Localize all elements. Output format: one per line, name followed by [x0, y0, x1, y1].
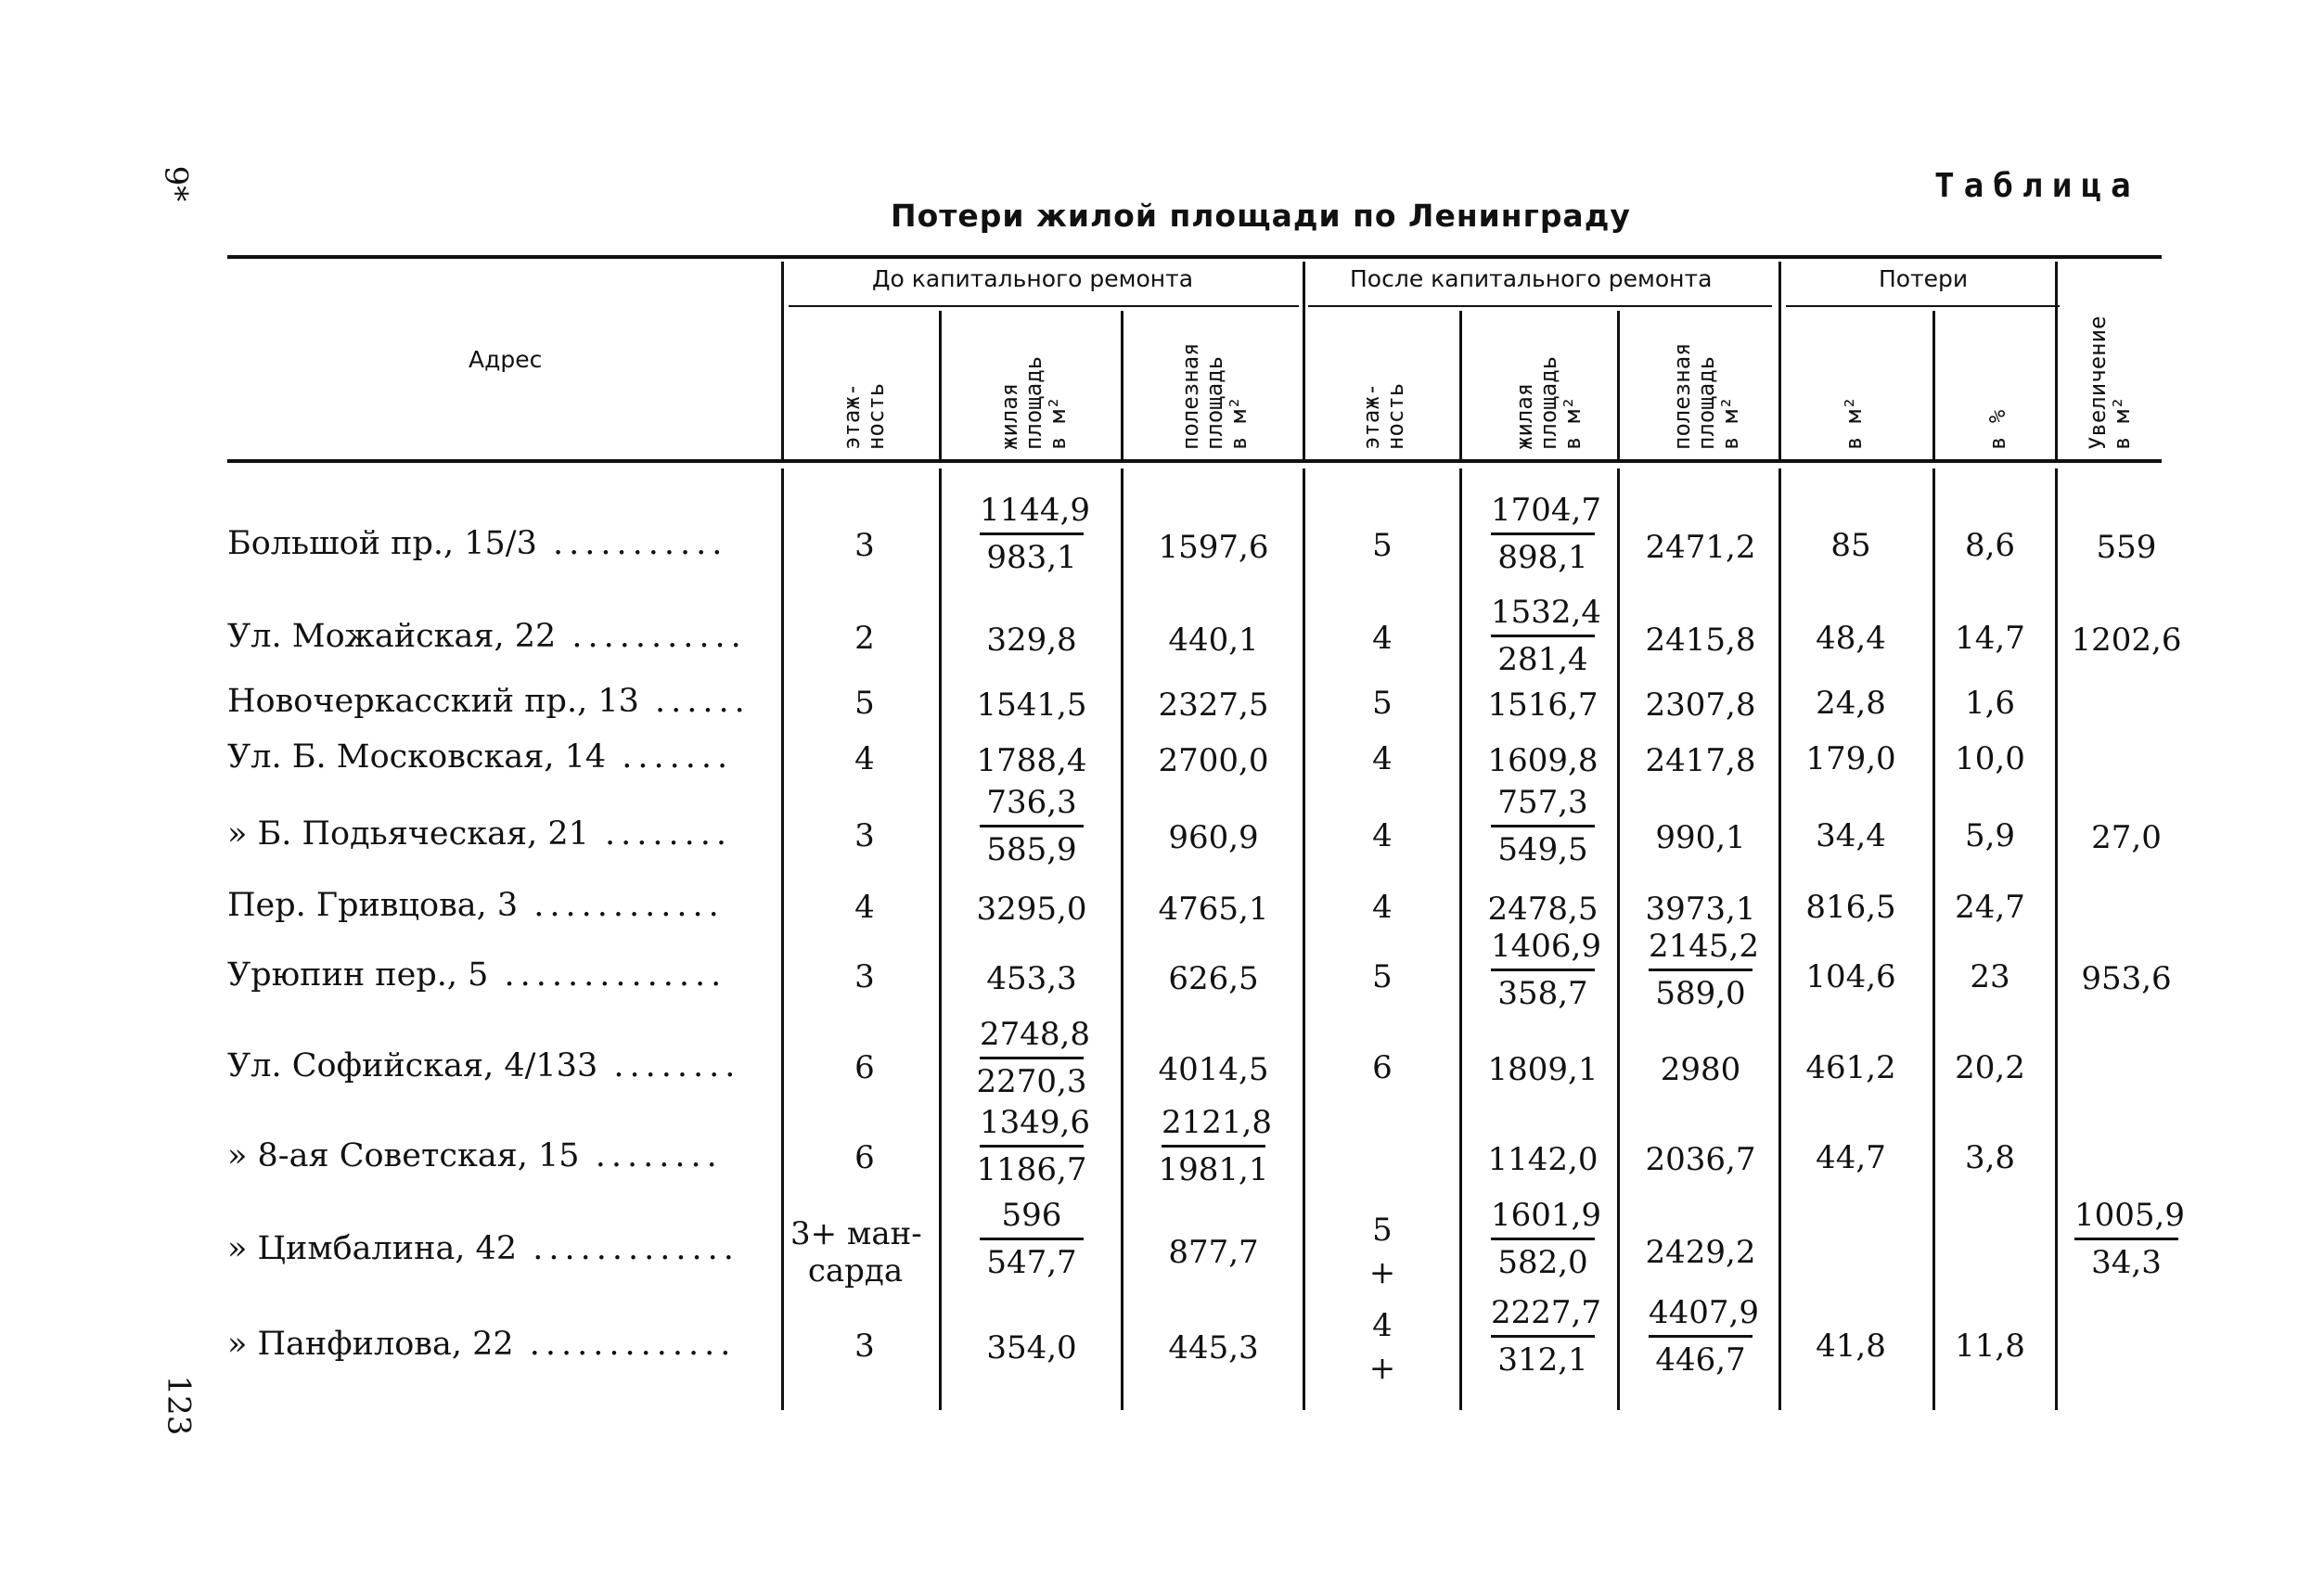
cell-living-after-numerator: 1601,9	[1491, 1197, 1595, 1240]
cell-loss-m2: 34,4	[1816, 816, 1886, 854]
leader-dots: ...........	[556, 618, 747, 655]
leader-dots: ........	[579, 1137, 723, 1174]
cell-living-before-denominator: 2270,3	[976, 1063, 1087, 1100]
cell-useful-after: 2980	[1660, 1050, 1741, 1088]
cell-useful-after: 2417,8	[1645, 742, 1756, 779]
leader-dots: ........	[588, 815, 732, 853]
cell-floors-after: 5	[1372, 1212, 1393, 1249]
cell-living-after: 1609,8	[1487, 742, 1599, 779]
cell-floors-after: 4	[1372, 889, 1393, 926]
hdr-vline	[939, 311, 942, 459]
cell-living-after-denominator: 312,1	[1497, 1341, 1588, 1379]
cell-living-after-numerator: 1406,9	[1491, 928, 1595, 971]
cell-loss-pct: 1,6	[1964, 685, 2016, 722]
body-vline	[939, 468, 942, 1410]
cell-floors-before: 3	[854, 527, 875, 564]
cell-loss-m2: 44,7	[1816, 1139, 1886, 1176]
cell-loss-m2: 461,2	[1805, 1048, 1896, 1086]
col-header-living-before: жилая площадь в м²	[996, 355, 1071, 450]
hdr-vline	[1303, 262, 1305, 459]
cell-loss-m2: 179,0	[1805, 740, 1896, 777]
row-address	[227, 1326, 736, 1363]
cell-floors-after-plus: +	[1368, 1254, 1396, 1291]
cell-useful-before: 877,7	[1168, 1234, 1259, 1271]
row-address-text: Ул. Можайская, 22	[227, 618, 557, 655]
cell-useful-before: 626,5	[1168, 960, 1259, 997]
cell-floors-before: 5	[854, 685, 875, 722]
cell-increase: 953,6	[2081, 960, 2172, 997]
cell-increase-numerator: 1005,9	[2074, 1197, 2178, 1240]
col-group-before: До капитального ремонта	[872, 265, 1194, 292]
col-header-floors-after: этаж- ность	[1358, 382, 1408, 450]
row-address	[227, 738, 733, 776]
leader-dots: .............	[517, 1230, 739, 1267]
cell-useful-after-denominator: 446,7	[1655, 1341, 1746, 1379]
hdr-vline	[781, 262, 784, 459]
cell-useful-after: 3973,1	[1645, 891, 1756, 928]
cell-floors-after: 4	[1372, 1306, 1393, 1344]
body-vline	[1778, 468, 1781, 1410]
cell-living-after: 1516,7	[1487, 686, 1599, 724]
cell-loss-pct: 14,7	[1955, 620, 2025, 657]
cell-useful-after	[1636, 1294, 1765, 1379]
row-address-text: Ул. Софийская, 4/133	[227, 1046, 598, 1084]
col-group-after: После капитального ремонта	[1350, 265, 1713, 292]
body-vline	[781, 468, 784, 1410]
body-vline	[1617, 468, 1620, 1410]
cell-loss-m2: 41,8	[1816, 1327, 1886, 1365]
cell-increase: 27,0	[2091, 818, 2162, 856]
cell-living-after	[1478, 928, 1608, 1012]
cell-living-after-numerator: 1704,7	[1491, 492, 1595, 535]
cell-floors-after: 4	[1372, 816, 1393, 854]
cell-living-before-denominator: 983,1	[986, 539, 1077, 576]
top-margin-mark: 9*	[157, 165, 195, 202]
col-header-useful-after: полезная площадь в м²	[1669, 342, 1743, 450]
cell-living-after: 2478,5	[1487, 891, 1599, 928]
cell-loss-pct: 5,9	[1964, 816, 2016, 854]
row-address-text: Большой пр., 15/3	[227, 525, 537, 562]
cell-floors-before: 3+ ман-	[790, 1215, 922, 1252]
cell-increase	[2061, 1197, 2191, 1281]
cell-useful-after: 2036,7	[1645, 1141, 1756, 1178]
cell-living-after-denominator: 281,4	[1497, 641, 1588, 678]
cell-living-before-numerator: 596	[980, 1197, 1084, 1240]
cell-loss-pct: 11,8	[1955, 1327, 2025, 1365]
cell-living-before	[967, 1104, 1097, 1188]
cell-living-before	[967, 1197, 1097, 1281]
cell-increase-denominator: 34,3	[2091, 1244, 2162, 1281]
cell-loss-m2: 816,5	[1805, 889, 1896, 926]
leader-dots: ............	[518, 887, 725, 924]
cell-useful-before: 2327,5	[1158, 686, 1269, 724]
col-group-losses: Потери	[1879, 265, 1969, 292]
table-label: Таблица	[1934, 167, 2140, 205]
leader-dots: .......	[606, 738, 734, 776]
cell-living-after-denominator: 358,7	[1497, 975, 1588, 1012]
cell-floors-before: 3	[854, 958, 875, 995]
cell-living-after: 1809,1	[1487, 1050, 1599, 1088]
body-vline	[2055, 468, 2058, 1410]
cell-useful-before: 4765,1	[1158, 891, 1269, 928]
row-address	[227, 618, 747, 655]
group-rule-before	[789, 305, 1299, 307]
row-address-text: Новочеркасский пр., 13	[227, 683, 639, 720]
cell-living-before-numerator: 736,3	[980, 784, 1084, 827]
body-vline	[1459, 468, 1462, 1410]
cell-useful-before: 2700,0	[1158, 742, 1269, 779]
hdr-vline	[1459, 311, 1462, 459]
body-vline	[1121, 468, 1123, 1410]
col-header-living-after: жилая площадь в м²	[1511, 355, 1586, 450]
cell-living-before: 354,0	[986, 1328, 1077, 1366]
cell-living-before-numerator: 1349,6	[980, 1104, 1084, 1148]
cell-living-before	[967, 784, 1097, 868]
row-address	[227, 956, 726, 994]
cell-useful-before	[1149, 1104, 1278, 1188]
cell-increase: 1202,6	[2071, 622, 2182, 659]
row-address	[227, 1047, 740, 1084]
cell-useful-after-numerator: 2145,2	[1649, 928, 1753, 971]
row-address-text: » 8-ая Советская, 15	[227, 1137, 580, 1174]
cell-floors-after: 4	[1372, 740, 1393, 777]
cell-floors-before: 3	[854, 816, 875, 854]
col-header-floors-before: этаж- ность	[839, 382, 889, 450]
cell-useful-before: 960,9	[1168, 818, 1259, 856]
cell-living-before-numerator: 1144,9	[980, 492, 1084, 535]
cell-living-before: 1788,4	[976, 742, 1087, 779]
cell-floors-before: 3	[854, 1327, 875, 1365]
page-number: 123	[160, 1375, 198, 1436]
row-address	[227, 815, 732, 853]
hdr-vline	[1617, 311, 1620, 459]
cell-floors-after: 6	[1372, 1048, 1393, 1086]
cell-living-after-numerator: 1532,4	[1491, 594, 1595, 637]
cell-living-before	[967, 1016, 1097, 1100]
table-title: Потери жилой площади по Ленинграду	[891, 198, 1631, 234]
col-header-loss-pct: в %	[1984, 409, 2010, 450]
cell-living-after	[1478, 784, 1608, 868]
cell-living-before-denominator: 585,9	[986, 831, 1077, 868]
cell-living-after-numerator: 757,3	[1491, 784, 1595, 827]
cell-loss-m2: 85	[1830, 527, 1871, 564]
col-header-loss-m2: в м²	[1841, 396, 1867, 450]
body-vline	[1932, 468, 1935, 1410]
leader-dots: ........	[597, 1046, 741, 1084]
cell-useful-before: 440,1	[1168, 622, 1259, 659]
col-header-increase: Увеличение в м²	[2085, 315, 2135, 450]
body-vline	[1303, 468, 1305, 1410]
cell-loss-pct: 10,0	[1955, 740, 2025, 777]
col-header-useful-before: полезная площадь в м²	[1177, 342, 1252, 450]
leader-dots: ......	[638, 683, 751, 720]
cell-floors-before: 4	[854, 740, 875, 777]
cell-loss-pct: 23	[1970, 958, 2010, 995]
cell-loss-m2: 48,4	[1816, 620, 1886, 657]
row-address-text: » Панфилова, 22	[227, 1325, 514, 1363]
cell-living-before: 453,3	[986, 960, 1077, 997]
leader-dots: ...........	[536, 525, 728, 562]
cell-living-after	[1478, 492, 1608, 576]
cell-loss-pct: 3,8	[1964, 1139, 2016, 1176]
leader-dots: .............	[513, 1325, 737, 1363]
hdr-vline	[1778, 262, 1781, 459]
cell-living-after	[1478, 594, 1608, 678]
cell-useful-before-numerator: 2121,8	[1162, 1104, 1265, 1148]
hdr-vline	[2055, 262, 2058, 459]
cell-loss-pct: 24,7	[1955, 889, 2025, 926]
cell-useful-after: 2307,8	[1645, 686, 1756, 724]
cell-loss-m2: 104,6	[1805, 958, 1896, 995]
cell-useful-after: 2471,2	[1645, 529, 1756, 566]
leader-dots: ..............	[488, 956, 727, 994]
row-address	[227, 887, 725, 924]
cell-floors-before: 2	[854, 620, 875, 657]
cell-living-before-denominator: 1186,7	[976, 1151, 1087, 1188]
cell-floors-after: 5	[1372, 958, 1393, 995]
cell-living-before: 3295,0	[976, 891, 1087, 928]
cell-loss-pct: 8,6	[1964, 527, 2016, 564]
cell-living-after	[1478, 1197, 1608, 1281]
cell-loss-m2: 24,8	[1816, 685, 1886, 722]
group-rule-after	[1308, 305, 1772, 307]
cell-useful-after	[1636, 928, 1765, 1012]
row-address	[227, 1137, 723, 1174]
cell-floors-before-2: сарда	[807, 1252, 904, 1289]
cell-living-before: 329,8	[986, 622, 1077, 659]
cell-living-before-numerator: 2748,8	[980, 1016, 1084, 1059]
cell-useful-before-denominator: 1981,1	[1158, 1151, 1269, 1188]
hdr-vline	[1932, 311, 1935, 459]
cell-useful-after-numerator: 4407,9	[1649, 1294, 1753, 1338]
row-address-text: » Б. Подьяческая, 21	[227, 815, 589, 853]
row-address-text: Ул. Б. Московская, 14	[227, 738, 607, 776]
cell-living-before	[967, 492, 1097, 576]
cell-useful-before: 445,3	[1168, 1328, 1259, 1366]
group-rule-losses	[1786, 305, 2060, 307]
cell-increase: 559	[2096, 529, 2157, 566]
row-address-text: » Цимбалина, 42	[227, 1230, 518, 1267]
cell-loss-pct: 20,2	[1955, 1048, 2025, 1086]
cell-floors-after: 4	[1372, 620, 1393, 657]
header-top-rule	[227, 255, 2162, 259]
row-address	[227, 683, 751, 720]
cell-living-after-denominator: 582,0	[1497, 1244, 1588, 1281]
cell-useful-after: 2429,2	[1645, 1234, 1756, 1271]
cell-living-after-denominator: 549,5	[1497, 831, 1588, 868]
cell-living-before: 1541,5	[976, 686, 1087, 724]
cell-floors-after-plus: +	[1368, 1349, 1396, 1387]
row-address	[227, 1230, 739, 1267]
row-address	[227, 525, 727, 562]
hdr-vline	[1121, 311, 1123, 459]
cell-useful-before: 1597,6	[1158, 529, 1269, 566]
header-bottom-rule	[227, 459, 2162, 463]
cell-useful-before: 4014,5	[1158, 1050, 1269, 1088]
row-address-text: Пер. Гривцова, 3	[227, 887, 519, 924]
cell-floors-before: 6	[854, 1139, 875, 1176]
cell-floors-after: 5	[1372, 527, 1393, 564]
cell-floors-before: 6	[854, 1048, 875, 1086]
cell-floors-after: 5	[1372, 685, 1393, 722]
cell-living-after-numerator: 2227,7	[1491, 1294, 1595, 1338]
cell-useful-after: 2415,8	[1645, 622, 1756, 659]
cell-living-after: 1142,0	[1487, 1141, 1599, 1178]
cell-useful-after: 990,1	[1655, 818, 1746, 856]
cell-useful-after-denominator: 589,0	[1655, 975, 1746, 1012]
cell-living-after-denominator: 898,1	[1497, 539, 1588, 576]
cell-floors-before: 4	[854, 889, 875, 926]
cell-living-before-denominator: 547,7	[986, 1244, 1077, 1281]
row-address-text: Урюпин пер., 5	[227, 956, 489, 994]
col-header-address: Адрес	[469, 346, 543, 373]
cell-living-after	[1478, 1294, 1608, 1379]
